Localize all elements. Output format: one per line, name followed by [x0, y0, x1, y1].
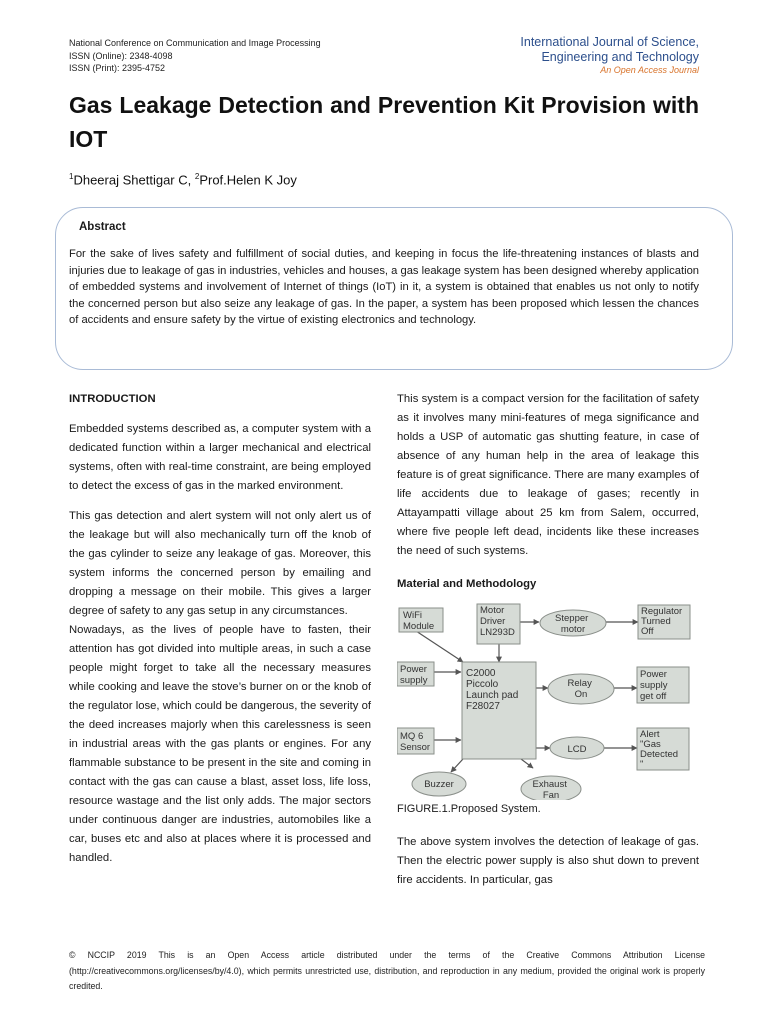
- stepper-label-l1: Stepper: [555, 613, 589, 624]
- alert-label-l2: "Gas: [640, 739, 661, 750]
- regulator-label-l2: Turned: [641, 616, 671, 627]
- regulator-label-l1: Regulator: [641, 606, 683, 617]
- mq6-label: [400, 731, 430, 753]
- methodology-heading: Material and Methodology: [397, 578, 537, 590]
- intro-paragraph-1: Embedded systems described as, a computer system with a dedicated function within a larger mechanical and electrical systems, often with real-time constraint, are being employed to detect the excess of gas in the marked environment.: [69, 423, 371, 492]
- arrow-mcu-to-buzzer: [451, 759, 463, 772]
- power-supply-label-l2: supply: [400, 675, 428, 686]
- right-paragraph-2: The above system involves the detection of leakage of gas. Then the electric power supply is also shut down to prevent fire accidents. In particular, gas: [397, 836, 699, 886]
- exhaust-fan-label-l2: Fan: [542, 790, 560, 800]
- intro-paragraph-2: This gas detection and alert system will not only alert us of the leakage but will also mechanically turn off the knob of the gas cylinder to seize any leakage of gas. Moreover, this system informs the concerned person by emailing and dropping a message on their mobile. This gives a larger degree of safety to any gas setup in any circumstances.: [69, 510, 371, 617]
- mcu-label-l1: C2000: [466, 668, 496, 679]
- lcd-label-l1: LCD: [567, 744, 587, 755]
- arrow-mcu-to-fan: [521, 759, 533, 768]
- paper-title: Gas Leakage Detection and Prevention Kit Provision with IOT: [69, 92, 699, 152]
- power-off-label-l2: supply: [640, 680, 668, 691]
- abstract-text: For the sake of lives safety and fulfillment of social duties, and keeping in focus the life-threatening instances of blasts and injuries due to leakage of gas in industries, vehicles and houses, a gas leakage system has been designed whereby application of embedded systems and involvement of Internet of things (IoT) in it, a system is obtained that enables us not only to notify the concerned person but also seize any leakage of gas. In the paper, a system has been proposed which lessen the chances of accidents and ensure safety by the virtue of existing electronics and technology.: [69, 248, 700, 326]
- motor-driver-label-l1: Motor: [480, 605, 505, 616]
- exhaust-fan-label-l1: Exhaust: [532, 779, 567, 790]
- figure-caption: FIGURE.1.Proposed System.: [397, 803, 541, 815]
- abstract-heading: Abstract: [79, 221, 126, 233]
- mcu-label-l2: Piccolo: [466, 679, 499, 690]
- power-off-label-l3: get off: [640, 691, 667, 702]
- mq6-label-l1: MQ 6: [400, 731, 424, 742]
- conference-name: National Conference on Communication and Image Processing: [69, 38, 321, 48]
- proposed-system-diagram: [397, 600, 699, 800]
- arrow-wifi-to-mcu: [416, 631, 463, 662]
- introduction-heading: INTRODUCTION: [69, 393, 156, 405]
- lcd-label: [567, 744, 586, 755]
- wifi-label-l1: WiFi: [403, 610, 422, 621]
- right-paragraph-1: This system is a compact version for the facilitation of safety as it involves many mini-features of mega significance and holds a USP of automatic gas shutting feature, in case of absence of any human help in the area of leakage this feature is of great significance. There are many examples of life accidents due to leakage of gases; recently in Attayampatti village about 25 km from Salem, occurred, where five people left dead, incidents like these increases the need of such systems.: [397, 393, 699, 557]
- license-footer: © NCCIP 2019 This is an Open Access article distributed under the terms of the Creative Commons Attribution License (http://creativecommons.org/licenses/by/4.0), which permits unrestricted use, distribution, and reproduction in any medium, provided the original work is properly credited.: [69, 950, 705, 991]
- intro-paragraph-3: Nowadays, as the lives of people have to fasten, their attention has got divided into multiple areas, in such a case people might forget to take all the necessary measures while cooking and leave the stove’s burner on or the knob of the regulator lose, which could be dangerous, the severity of the deed increases majorly when this carelessness is seen in industrial areas with the gas plants or engines. For any flammable substance to be present in the site and coming in contact with the gas can cause a blast, asset loss, life loss, resource wastage and the list only adds. The major sectors under continuous danger are industries, automobiles like a car, buses etc and also at places where it is processed and handled.: [69, 624, 371, 864]
- motor-driver-label-l2: Driver: [480, 616, 506, 627]
- power-off-label: [640, 669, 670, 702]
- journal-tagline: An Open Access Journal: [600, 65, 699, 75]
- left-column: [69, 390, 371, 868]
- wifi-label-l2: Module: [403, 621, 435, 632]
- author-1-name: Dheeraj Shettigar C,: [73, 172, 195, 188]
- power-supply-label-l1: Power: [400, 664, 427, 675]
- relay-label-l2: On: [574, 689, 588, 700]
- buzzer-label-l1: Buzzer: [424, 779, 454, 790]
- motor-driver-label-l3: LN293D: [480, 627, 515, 638]
- alert-label-l1: Alert: [640, 729, 660, 740]
- alert-label-l4: ": [640, 759, 644, 770]
- right-column: [397, 390, 699, 890]
- stepper-label-l2: motor: [560, 624, 586, 635]
- issn-print: ISSN (Print): 2395-4752: [69, 63, 166, 73]
- power-supply-label: [400, 664, 430, 686]
- mq6-label-l2: Sensor: [400, 742, 431, 753]
- authors: [69, 172, 297, 187]
- buzzer-label: [424, 779, 454, 790]
- issn-online: ISSN (Online): 2348-4098: [69, 50, 173, 61]
- regulator-label-l3: Off: [641, 626, 654, 637]
- journal-name-line2: Engineering and Technology: [541, 50, 699, 64]
- journal-masthead: [520, 35, 699, 75]
- mcu-label-l3: Launch pad: [466, 690, 519, 701]
- mcu-label-l4: F28027: [466, 701, 500, 712]
- header-conference-info: [69, 37, 321, 75]
- author-2-affiliation: 2: [194, 172, 200, 181]
- author-2-name: Prof.Helen K Joy: [199, 172, 297, 188]
- alert-label-l3: Detected: [640, 749, 679, 760]
- relay-label-l1: Relay: [567, 678, 592, 689]
- power-off-label-l1: Power: [640, 669, 667, 680]
- journal-name-line1: International Journal of Science,: [520, 35, 699, 49]
- author-1-affiliation: 1: [69, 172, 74, 181]
